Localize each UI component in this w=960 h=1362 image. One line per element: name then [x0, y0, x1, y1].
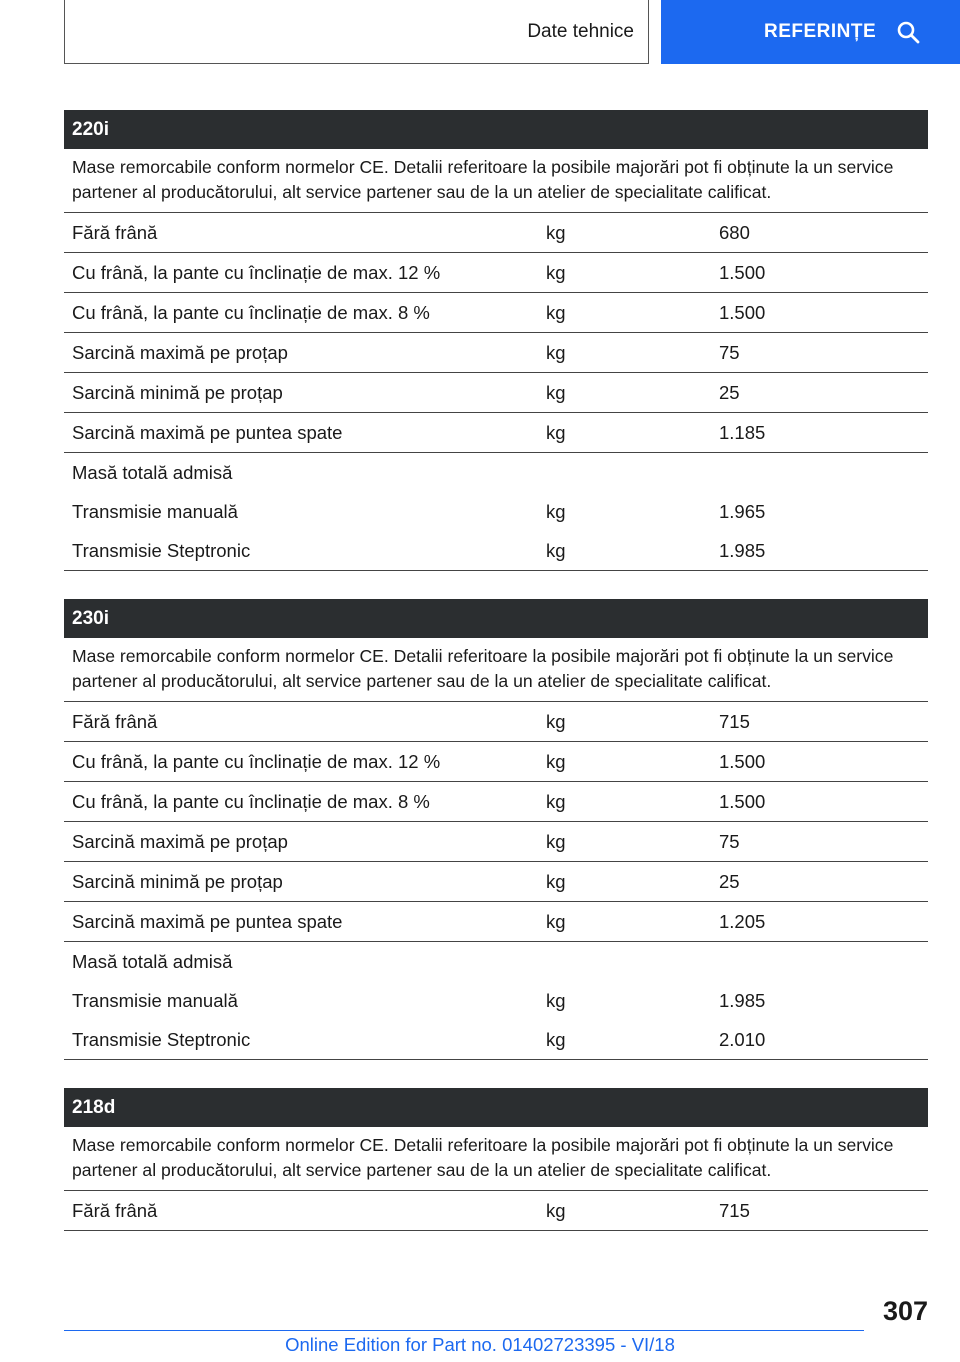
table-row	[64, 902, 928, 942]
row-unit: kg	[546, 750, 566, 772]
row-value: 1.965	[719, 500, 766, 522]
footer-edition-text: Online Edition for Part no. 01402723395 - VI/18	[285, 1334, 675, 1355]
row-label: Fără frână	[72, 710, 158, 732]
table-row	[64, 1191, 928, 1231]
table-row	[64, 981, 928, 1020]
row-value: 1.985	[719, 989, 766, 1011]
search-icon[interactable]	[896, 20, 920, 44]
table-row	[64, 702, 928, 742]
row-value: 25	[719, 381, 740, 403]
row-label: Cu frână, la pante cu înclinație de max. 12 %	[72, 750, 441, 772]
row-unit: kg	[546, 870, 566, 892]
row-label: Fără frână	[72, 221, 158, 243]
header-section-tab	[64, 0, 649, 64]
row-label: Sarcină maximă pe puntea spate	[72, 421, 343, 443]
row-label: Sarcină minimă pe proțap	[72, 870, 283, 892]
section-title: 218d	[64, 1088, 928, 1127]
row-unit: kg	[546, 1028, 566, 1050]
row-value: 1.500	[719, 261, 766, 283]
table-230i	[64, 599, 928, 1060]
table-row	[64, 1020, 928, 1060]
table-row	[64, 293, 928, 333]
row-label: Fără frână	[72, 1199, 158, 1221]
references-button[interactable]	[661, 0, 960, 64]
row-unit: kg	[546, 221, 566, 243]
row-unit: kg	[546, 910, 566, 932]
row-unit: kg	[546, 989, 566, 1011]
row-unit: kg	[546, 261, 566, 283]
row-label: Sarcină maximă pe proțap	[72, 830, 288, 852]
row-unit: kg	[546, 421, 566, 443]
row-unit: kg	[546, 539, 566, 561]
row-unit: kg	[546, 341, 566, 363]
row-unit: kg	[546, 381, 566, 403]
table-row	[64, 822, 928, 862]
section-note: Mase remorcabile conform normelor CE. Detalii referitoare la posibile majorări pot fi obținute la un service partener al producătorului, alt service partener sau de la un atelier de specialitate calificat.	[64, 149, 928, 213]
table-row	[64, 453, 928, 492]
row-value: 1.185	[719, 421, 766, 443]
table-row	[64, 862, 928, 902]
row-label: Masă totală admisă	[72, 461, 233, 483]
row-label: Transmisie manuală	[72, 500, 238, 522]
row-value: 1.985	[719, 539, 766, 561]
row-value: 1.500	[719, 790, 766, 812]
table-row	[64, 413, 928, 453]
row-label: Sarcină maximă pe puntea spate	[72, 910, 343, 932]
row-value: 715	[719, 710, 750, 732]
row-unit: kg	[546, 1199, 566, 1221]
table-row	[64, 942, 928, 981]
references-label: REFERINȚE	[764, 21, 877, 42]
page-number: 307	[882, 1296, 928, 1326]
row-unit: kg	[546, 710, 566, 732]
row-label: Masă totală admisă	[72, 950, 233, 972]
row-label: Sarcină minimă pe proțap	[72, 381, 283, 403]
section-title: 220i	[64, 110, 928, 149]
header-title: Date tehnice	[527, 20, 634, 42]
table-220i	[64, 110, 928, 571]
table-row	[64, 742, 928, 782]
row-value: 715	[719, 1199, 750, 1221]
table-218d	[64, 1088, 928, 1231]
row-label: Cu frână, la pante cu înclinație de max. 8 %	[72, 301, 430, 323]
row-value: 75	[719, 830, 740, 852]
row-label: Cu frână, la pante cu înclinație de max. 8 %	[72, 790, 430, 812]
row-label: Sarcină maximă pe proțap	[72, 341, 288, 363]
section-note: Mase remorcabile conform normelor CE. Detalii referitoare la posibile majorări pot fi obținute la un service partener al producătorului, alt service partener sau de la un atelier de specialitate calificat.	[64, 638, 928, 702]
row-value: 75	[719, 341, 740, 363]
row-label: Cu frână, la pante cu înclinație de max. 12 %	[72, 261, 441, 283]
table-row	[64, 782, 928, 822]
row-value: 25	[719, 870, 740, 892]
footer-divider	[64, 1330, 864, 1331]
row-label: Transmisie manuală	[72, 989, 238, 1011]
row-unit: kg	[546, 790, 566, 812]
row-value: 1.205	[719, 910, 766, 932]
row-value: 680	[719, 221, 750, 243]
row-unit: kg	[546, 500, 566, 522]
table-row	[64, 333, 928, 373]
row-value: 1.500	[719, 750, 766, 772]
row-label: Transmisie Steptronic	[72, 539, 251, 561]
row-label: Transmisie Steptronic	[72, 1028, 251, 1050]
table-row	[64, 213, 928, 253]
table-row	[64, 492, 928, 531]
table-row	[64, 531, 928, 571]
row-value: 2.010	[719, 1028, 766, 1050]
table-row	[64, 373, 928, 413]
row-value: 1.500	[719, 301, 766, 323]
row-unit: kg	[546, 301, 566, 323]
section-note: Mase remorcabile conform normelor CE. Detalii referitoare la posibile majorări pot fi obținute la un service partener al producătorului, alt service partener sau de la un atelier de specialitate calificat.	[64, 1127, 928, 1191]
section-title: 230i	[64, 599, 928, 638]
table-row	[64, 253, 928, 293]
row-unit: kg	[546, 830, 566, 852]
